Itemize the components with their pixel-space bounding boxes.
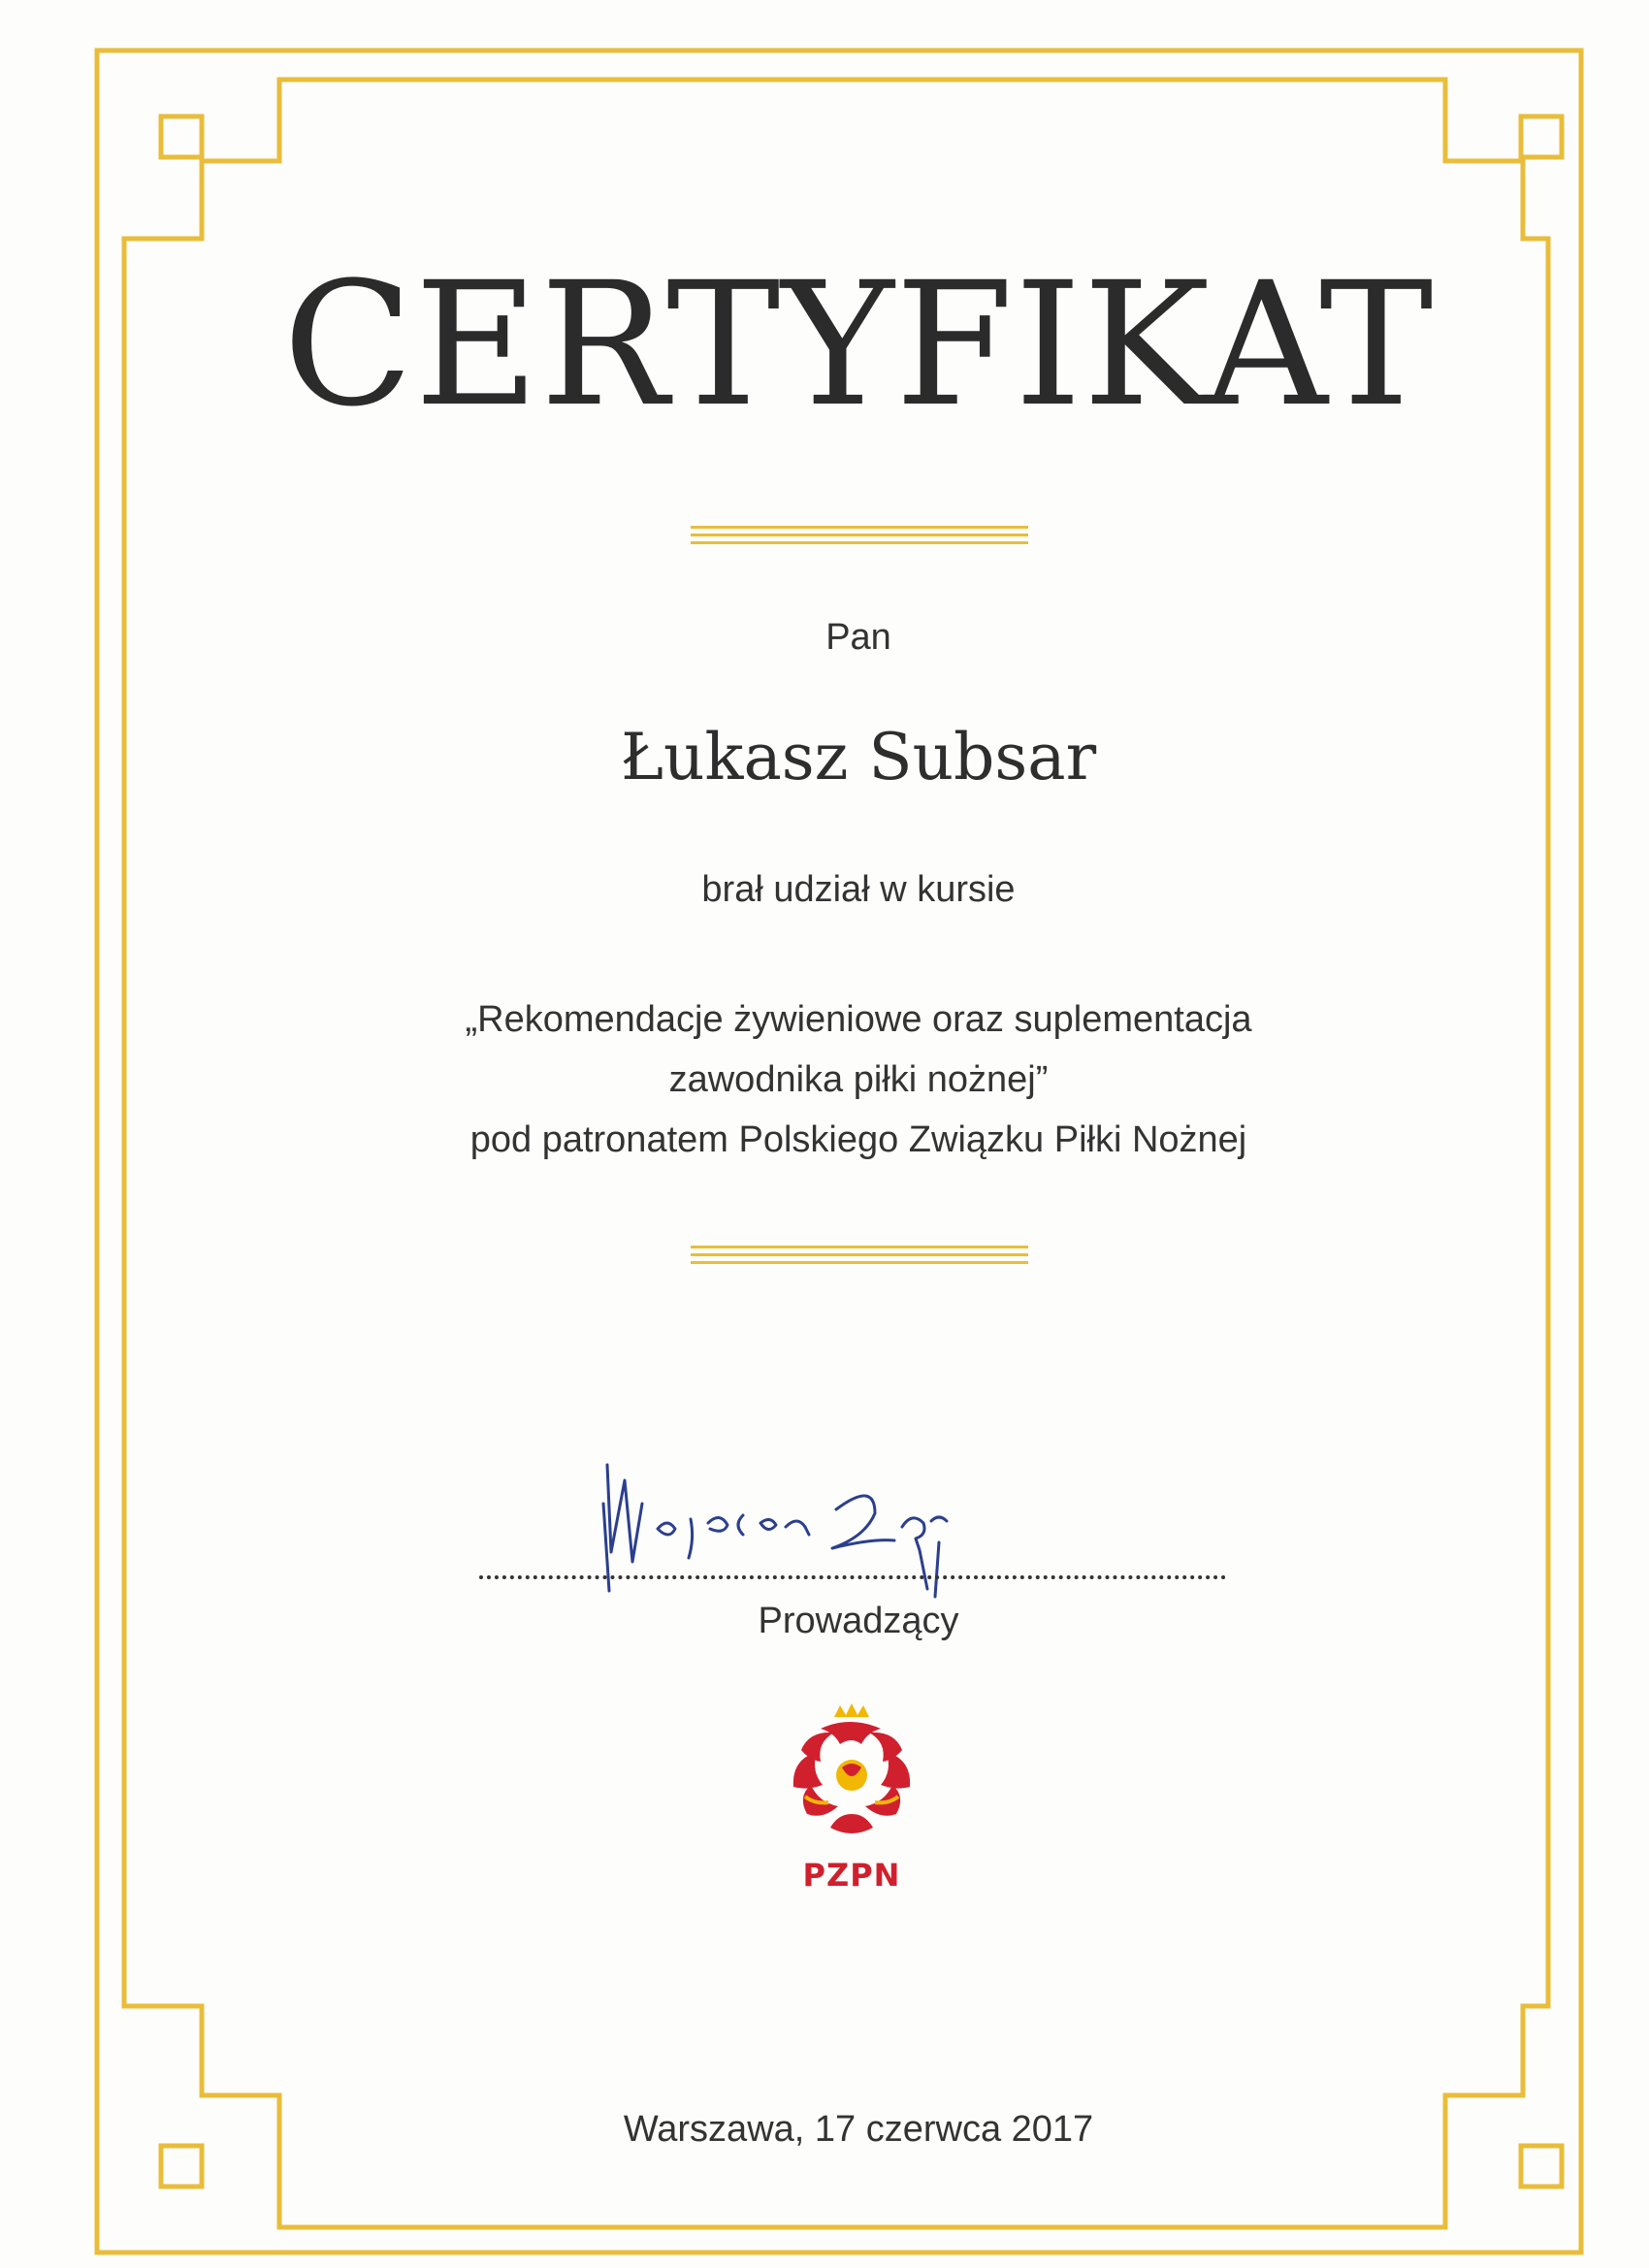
signatory-role: Prowadzący — [758, 1601, 959, 1641]
pzpn-logo — [784, 1700, 920, 1913]
signature-line — [479, 1575, 1226, 1579]
certificate-title: CERTYFIKAT — [282, 245, 1435, 444]
honorific: Pan — [825, 617, 891, 658]
signature — [582, 1445, 1086, 1678]
pzpn-emblem-icon — [784, 1700, 920, 1855]
recipient-name: Łukasz Subsar — [620, 720, 1097, 794]
participation-text: brał udział w kursie — [701, 869, 1016, 910]
patronage-line: pod patronatem Polskiego Związku Piłki Nożnej — [469, 1119, 1247, 1160]
top-divider — [691, 526, 1028, 549]
pzpn-logo-text: PZPN — [802, 1857, 901, 1894]
course-description — [0, 989, 1649, 1170]
place-and-date: Warszawa, 17 czerwca 2017 — [623, 2109, 1094, 2150]
course-title-line-2: zawodnika piłki nożnej” — [668, 1059, 1049, 1100]
course-title-line-1: „Rekomendacje żywieniowe oraz suplementacja — [465, 999, 1252, 1040]
bottom-divider — [691, 1246, 1028, 1269]
